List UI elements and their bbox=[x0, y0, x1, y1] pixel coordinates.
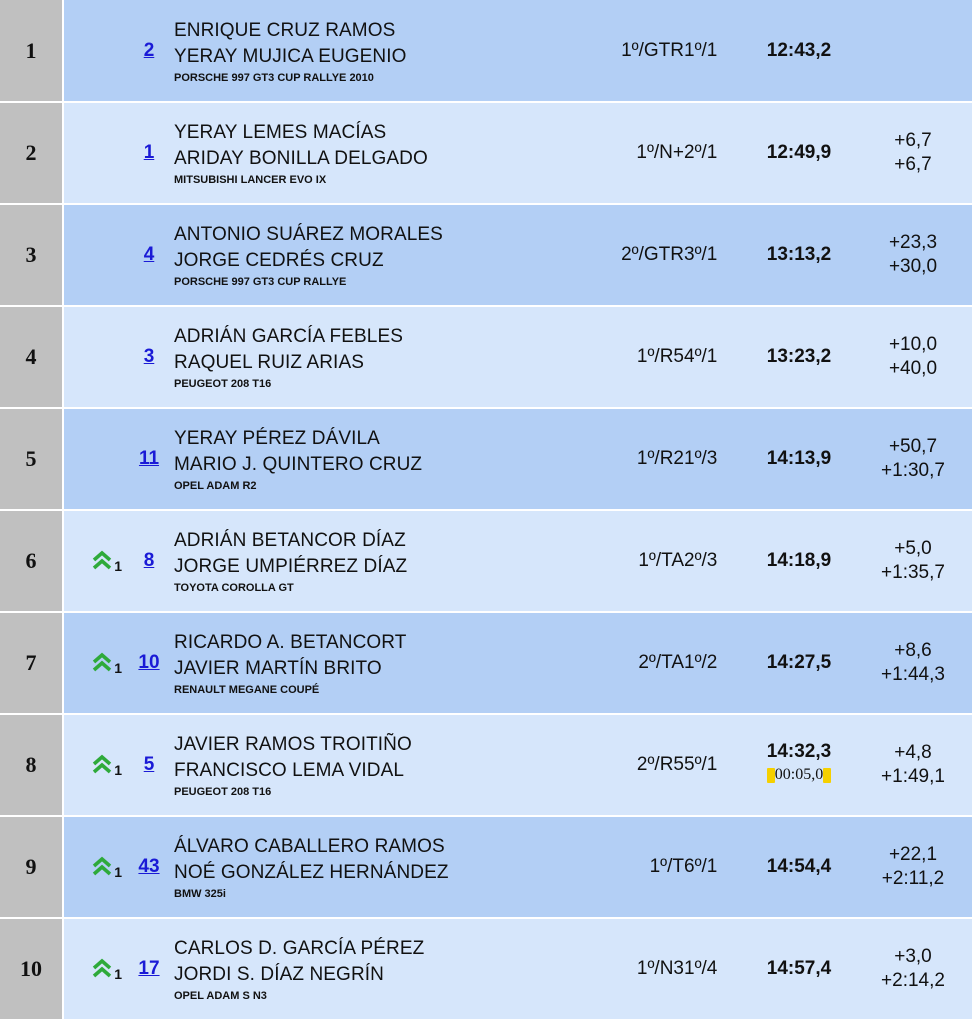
table-row bbox=[0, 816, 972, 918]
position-cell bbox=[0, 204, 63, 306]
stage-time: 14:18,9 bbox=[766, 550, 832, 571]
position-number: 7 bbox=[25, 650, 37, 675]
position-change-cell bbox=[63, 816, 124, 918]
car-model: PEUGEOT 208 T16 bbox=[174, 786, 272, 798]
car-model: PEUGEOT 208 T16 bbox=[174, 378, 272, 390]
group-position: 1º/1 bbox=[684, 0, 744, 102]
position-cell bbox=[0, 102, 63, 204]
crew-cell bbox=[174, 0, 564, 102]
position-cell bbox=[0, 306, 63, 408]
diff-cell bbox=[854, 816, 972, 918]
car-model: TOYOTA COROLLA GT bbox=[174, 582, 294, 594]
crew-cell bbox=[174, 918, 564, 1020]
car-number-link[interactable]: 5 bbox=[143, 754, 155, 775]
car-model: PORSCHE 997 GT3 CUP RALLYE 2010 bbox=[174, 71, 374, 84]
car-number-link[interactable]: 10 bbox=[138, 652, 160, 673]
diff-previous: +22,1 bbox=[888, 844, 938, 865]
position-change bbox=[64, 958, 124, 980]
diff-previous: +3,0 bbox=[894, 946, 932, 967]
position-cell bbox=[0, 510, 63, 612]
table-row bbox=[0, 102, 972, 204]
car-model: OPEL ADAM S N3 bbox=[174, 990, 267, 1002]
position-cell bbox=[0, 816, 63, 918]
group-position: 3º/1 bbox=[684, 204, 744, 306]
class-position: 2º/R5 bbox=[564, 714, 684, 816]
position-cell bbox=[0, 918, 63, 1020]
codriver-name: ARIDAY BONILLA DELGADO bbox=[174, 148, 428, 169]
stage-time: 13:13,2 bbox=[766, 244, 832, 265]
car-number-link[interactable]: 17 bbox=[138, 958, 160, 979]
codriver-name: YERAY MUJICA EUGENIO bbox=[174, 45, 407, 67]
crew-cell bbox=[174, 204, 564, 306]
driver-name: CARLOS D. GARCÍA PÉREZ bbox=[174, 938, 425, 959]
position-change bbox=[64, 856, 124, 878]
position-cell bbox=[0, 0, 63, 102]
penalty-value: 00:05,0 bbox=[774, 766, 824, 784]
car-number-link[interactable]: 11 bbox=[138, 448, 160, 469]
codriver-name: MARIO J. QUINTERO CRUZ bbox=[174, 454, 423, 475]
class-position: 1º/R5 bbox=[564, 306, 684, 408]
driver-name: YERAY LEMES MACÍAS bbox=[174, 122, 387, 143]
position-cell bbox=[0, 408, 63, 510]
diff-leader: +1:30,7 bbox=[881, 460, 945, 481]
penalty bbox=[767, 766, 831, 784]
car-number-cell bbox=[124, 816, 174, 918]
group-position: 1º/2 bbox=[684, 612, 744, 714]
diff-leader: +30,0 bbox=[888, 256, 938, 277]
position-up-icon bbox=[91, 652, 113, 674]
group-position: 5º/1 bbox=[684, 714, 744, 816]
time-cell bbox=[744, 204, 854, 306]
diff-cell bbox=[854, 204, 972, 306]
position-number: 6 bbox=[25, 548, 37, 573]
time-cell bbox=[744, 714, 854, 816]
car-number-cell bbox=[124, 612, 174, 714]
time-cell bbox=[744, 612, 854, 714]
diff-cell bbox=[854, 510, 972, 612]
position-change-cell bbox=[63, 102, 124, 204]
class-position: 1º/T bbox=[564, 816, 684, 918]
driver-name: ANTONIO SUÁREZ MORALES bbox=[174, 224, 443, 245]
position-cell bbox=[0, 714, 63, 816]
class-position: 2º/TA bbox=[564, 612, 684, 714]
driver-name: ÁLVARO CABALLERO RAMOS bbox=[174, 836, 445, 857]
diff-previous: +8,6 bbox=[894, 640, 932, 661]
crew-cell bbox=[174, 510, 564, 612]
table-row bbox=[0, 0, 972, 102]
car-number-cell bbox=[124, 510, 174, 612]
table-row bbox=[0, 204, 972, 306]
car-model: OPEL ADAM R2 bbox=[174, 480, 257, 492]
car-number-link[interactable]: 2 bbox=[143, 39, 155, 61]
diff-leader: +1:49,1 bbox=[881, 766, 945, 787]
driver-name: YERAY PÉREZ DÁVILA bbox=[174, 428, 380, 449]
class-position: 2º/GTR bbox=[564, 204, 684, 306]
penalty-card-icon bbox=[767, 768, 775, 783]
position-change bbox=[64, 754, 124, 776]
class-position: 1º/R2 bbox=[564, 408, 684, 510]
table-row bbox=[0, 918, 972, 1020]
position-change-value: 1 bbox=[114, 864, 122, 880]
stage-time: 12:43,2 bbox=[766, 39, 832, 61]
position-change-cell bbox=[63, 0, 124, 102]
codriver-name: JORGE UMPIÉRREZ DÍAZ bbox=[174, 556, 408, 577]
diff-leader: +1:44,3 bbox=[881, 664, 945, 685]
group-position: 2º/1 bbox=[684, 102, 744, 204]
diff-leader: +1:35,7 bbox=[881, 562, 945, 583]
codriver-name: JORDI S. DÍAZ NEGRÍN bbox=[174, 964, 384, 985]
position-change bbox=[64, 652, 124, 674]
diff-previous: +4,8 bbox=[894, 742, 932, 763]
position-up-icon bbox=[91, 958, 113, 980]
table-row bbox=[0, 510, 972, 612]
codriver-name: RAQUEL RUIZ ARIAS bbox=[174, 352, 364, 373]
car-number-cell bbox=[124, 714, 174, 816]
diff-previous: +10,0 bbox=[888, 334, 938, 355]
stage-time: 12:49,9 bbox=[766, 142, 832, 163]
crew-cell bbox=[174, 306, 564, 408]
diff-cell bbox=[854, 918, 972, 1020]
position-change-cell bbox=[63, 408, 124, 510]
car-model: PORSCHE 997 GT3 CUP RALLYE bbox=[174, 276, 347, 288]
car-number-cell bbox=[124, 0, 174, 102]
crew-cell bbox=[174, 408, 564, 510]
group-position: 6º/1 bbox=[684, 816, 744, 918]
class-position: 1º/GTR bbox=[564, 0, 684, 102]
stage-time: 14:13,9 bbox=[766, 448, 832, 469]
position-number: 1 bbox=[25, 37, 37, 63]
position-number: 10 bbox=[20, 956, 42, 981]
car-number-link[interactable]: 8 bbox=[143, 550, 155, 571]
crew-cell bbox=[174, 102, 564, 204]
driver-name: JAVIER RAMOS TROITIÑO bbox=[174, 734, 412, 755]
codriver-name: JORGE CEDRÉS CRUZ bbox=[174, 250, 384, 271]
position-change-value: 1 bbox=[114, 660, 122, 676]
diff-leader: +2:11,2 bbox=[881, 868, 945, 889]
car-number-link[interactable]: 4 bbox=[143, 244, 155, 265]
position-cell bbox=[0, 612, 63, 714]
position-change-cell bbox=[63, 612, 124, 714]
codriver-name: NOÉ GONZÁLEZ HERNÁNDEZ bbox=[174, 862, 449, 883]
driver-name: ADRIÁN GARCÍA FEBLES bbox=[174, 326, 404, 347]
table-row bbox=[0, 408, 972, 510]
car-model: RENAULT MEGANE COUPÉ bbox=[174, 684, 320, 696]
group-position: 1º/4 bbox=[684, 918, 744, 1020]
diff-cell bbox=[854, 612, 972, 714]
time-cell bbox=[744, 816, 854, 918]
crew-cell bbox=[174, 816, 564, 918]
stage-time: 14:54,4 bbox=[766, 856, 832, 877]
driver-name: RICARDO A. BETANCORT bbox=[174, 632, 407, 653]
group-position: 4º/1 bbox=[684, 306, 744, 408]
group-position: 2º/3 bbox=[684, 510, 744, 612]
car-model: BMW 325i bbox=[174, 888, 226, 900]
group-position: 1º/3 bbox=[684, 408, 744, 510]
car-number-link[interactable]: 3 bbox=[143, 346, 155, 367]
time-cell bbox=[744, 510, 854, 612]
diff-previous: +5,0 bbox=[894, 538, 932, 559]
diff-leader: +6,7 bbox=[894, 154, 932, 175]
position-number: 4 bbox=[25, 344, 37, 369]
crew-cell bbox=[174, 714, 564, 816]
car-number-cell bbox=[124, 918, 174, 1020]
position-number: 3 bbox=[25, 242, 37, 267]
car-number-link[interactable]: 43 bbox=[138, 856, 160, 877]
position-change-value: 1 bbox=[114, 966, 122, 982]
car-number-cell bbox=[124, 408, 174, 510]
position-change-cell bbox=[63, 714, 124, 816]
time-cell bbox=[744, 306, 854, 408]
stage-time: 14:32,3 bbox=[766, 741, 832, 763]
class-position: 1º/N3 bbox=[564, 918, 684, 1020]
diff-leader: +40,0 bbox=[888, 358, 938, 379]
car-number-cell bbox=[124, 306, 174, 408]
diff-previous: +23,3 bbox=[888, 232, 938, 253]
position-change-cell bbox=[63, 510, 124, 612]
table-row bbox=[0, 612, 972, 714]
position-change-value: 1 bbox=[114, 762, 122, 778]
driver-name: ENRIQUE CRUZ RAMOS bbox=[174, 19, 396, 41]
time-cell bbox=[744, 0, 854, 102]
diff-cell bbox=[854, 0, 972, 102]
diff-cell bbox=[854, 306, 972, 408]
diff-cell bbox=[854, 714, 972, 816]
position-up-icon bbox=[91, 550, 113, 572]
stage-time: 14:57,4 bbox=[766, 958, 832, 979]
position-change bbox=[64, 550, 124, 572]
table-row bbox=[0, 714, 972, 816]
codriver-name: FRANCISCO LEMA VIDAL bbox=[174, 760, 405, 781]
class-position: 1º/N+ bbox=[564, 102, 684, 204]
time-cell bbox=[744, 102, 854, 204]
diff-previous: +50,7 bbox=[888, 436, 938, 457]
car-number-cell bbox=[124, 102, 174, 204]
driver-name: ADRIÁN BETANCOR DÍAZ bbox=[174, 530, 406, 551]
position-change-cell bbox=[63, 306, 124, 408]
diff-cell bbox=[854, 102, 972, 204]
stage-time: 14:27,5 bbox=[766, 652, 832, 673]
diff-previous: +6,7 bbox=[894, 130, 932, 151]
position-number: 9 bbox=[25, 854, 37, 879]
position-change-cell bbox=[63, 918, 124, 1020]
crew-cell bbox=[174, 612, 564, 714]
position-number: 5 bbox=[25, 446, 37, 471]
position-change-cell bbox=[63, 204, 124, 306]
position-number: 2 bbox=[25, 140, 37, 165]
diff-leader: +2:14,2 bbox=[881, 970, 945, 991]
table-row bbox=[0, 306, 972, 408]
stage-time: 13:23,2 bbox=[766, 346, 832, 367]
position-up-icon bbox=[91, 856, 113, 878]
time-cell bbox=[744, 918, 854, 1020]
car-model: MITSUBISHI LANCER EVO IX bbox=[174, 174, 327, 186]
penalty-card-icon bbox=[823, 768, 831, 783]
time-cell bbox=[744, 408, 854, 510]
class-position: 1º/TA bbox=[564, 510, 684, 612]
codriver-name: JAVIER MARTÍN BRITO bbox=[174, 658, 382, 679]
car-number-cell bbox=[124, 204, 174, 306]
position-change-value: 1 bbox=[114, 558, 122, 574]
position-number: 8 bbox=[25, 752, 37, 777]
diff-cell bbox=[854, 408, 972, 510]
position-up-icon bbox=[91, 754, 113, 776]
car-number-link[interactable]: 1 bbox=[143, 142, 155, 163]
